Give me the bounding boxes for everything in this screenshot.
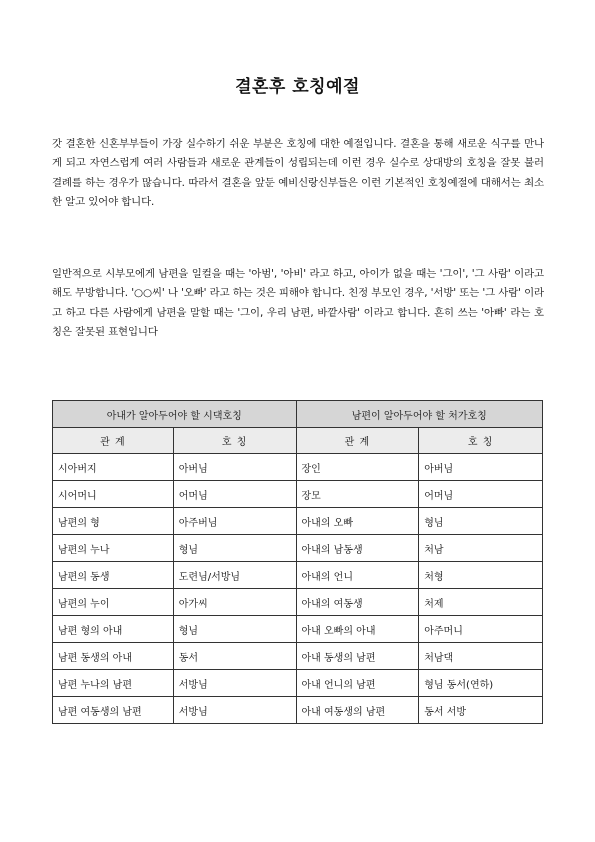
table-group-header-husband: 남편이 알아두어야 할 처가호칭	[296, 401, 543, 428]
table-cell: 아내의 언니	[296, 562, 419, 589]
table-cell: 아버님	[173, 454, 296, 481]
table-cell: 아내 동생의 남편	[296, 643, 419, 670]
table-header-title: 호 칭	[173, 428, 296, 454]
table-cell: 남편의 동생	[53, 562, 174, 589]
table-row	[53, 454, 543, 481]
table-group-header-row	[53, 401, 543, 428]
table-cell: 서방님	[173, 670, 296, 697]
table-cell: 아내 언니의 남편	[296, 670, 419, 697]
table-cell: 아내의 오빠	[296, 508, 419, 535]
table-row	[53, 589, 543, 616]
table-row	[53, 508, 543, 535]
table-row	[53, 697, 543, 724]
table-cell: 동서	[173, 643, 296, 670]
table-header-title: 호 칭	[419, 428, 543, 454]
family-terms-table	[52, 400, 543, 724]
husband-title-paragraph: 일반적으로 시부모에게 남편을 일컬을 때는 '아범', '아비' 라고 하고, 아이가 없을 때는 '그이', '그 사람' 이라고 해도 무방합니다. '○○씨' 나 '오빠' 라고 하는 것은 피해야 합니다. 친정 부모인 경우, '서방' 또는 '그 사람' 이라고 하고 다른 사람에게 남편을 말할 때는 '그이, 우리 남편, 바깥사람' 이라고 합니다. 흔히 쓰는 '아빠' 라는 호칭은 잘못된 표현입니다	[52, 268, 544, 339]
table-header-relation: 관 계	[53, 428, 174, 454]
table-cell: 아주머니	[419, 616, 543, 643]
table-sub-header-row	[53, 428, 543, 454]
table-cell: 형님	[173, 535, 296, 562]
table-cell: 남편의 누나	[53, 535, 174, 562]
table-header-relation: 관 계	[296, 428, 419, 454]
table-cell: 장모	[296, 481, 419, 508]
table-cell: 도련님/서방님	[173, 562, 296, 589]
table-cell: 형님 동서(연하)	[419, 670, 543, 697]
table-cell: 처남댁	[419, 643, 543, 670]
table-row	[53, 562, 543, 589]
table-cell: 서방님	[173, 697, 296, 724]
table-row	[53, 643, 543, 670]
table-cell: 처형	[419, 562, 543, 589]
table-cell: 처남	[419, 535, 543, 562]
table-cell: 아내의 남동생	[296, 535, 419, 562]
table-cell: 동서 서방	[419, 697, 543, 724]
table-cell: 아주버님	[173, 508, 296, 535]
table-cell: 형님	[419, 508, 543, 535]
table-row	[53, 616, 543, 643]
table-cell: 아내의 여동생	[296, 589, 419, 616]
table-cell: 아내 오빠의 아내	[296, 616, 419, 643]
page-title: 결혼후 호칭예절	[235, 77, 360, 97]
table-cell: 어머님	[173, 481, 296, 508]
table-row	[53, 535, 543, 562]
table-cell: 형님	[173, 616, 296, 643]
table-cell: 아내 여동생의 남편	[296, 697, 419, 724]
table-cell: 아버님	[419, 454, 543, 481]
intro-paragraph: 갓 결혼한 신혼부부들이 가장 실수하기 쉬운 부분은 호칭에 대한 예절입니다. 결혼을 통해 새로운 식구를 만나게 되고 자연스럽게 여러 사람들과 새로운 관계들이 성립되는데 이런 경우 실수로 상대방의 호칭을 잘못 불러 결례를 하는 경우가 많습니다. 따라서 결혼을 앞둔 예비신랑신부들은 이런 기본적인 호칭예절에 대해서는 최소한 알고 있어야 합니다.	[52, 138, 544, 209]
table-cell: 처제	[419, 589, 543, 616]
table-cell: 어머님	[419, 481, 543, 508]
table-group-header-wife: 아내가 알아두어야 할 시댁호칭	[53, 401, 297, 428]
table-cell: 시어머니	[53, 481, 174, 508]
table-cell: 아가씨	[173, 589, 296, 616]
table-row	[53, 481, 543, 508]
table-cell: 시아버지	[53, 454, 174, 481]
table-cell: 장인	[296, 454, 419, 481]
table-cell: 남편 여동생의 남편	[53, 697, 174, 724]
table-cell: 남편의 누이	[53, 589, 174, 616]
table-cell: 남편 누나의 남편	[53, 670, 174, 697]
table-cell: 남편 동생의 아내	[53, 643, 174, 670]
table-row	[53, 670, 543, 697]
table-cell: 남편의 형	[53, 508, 174, 535]
table-cell: 남편 형의 아내	[53, 616, 174, 643]
